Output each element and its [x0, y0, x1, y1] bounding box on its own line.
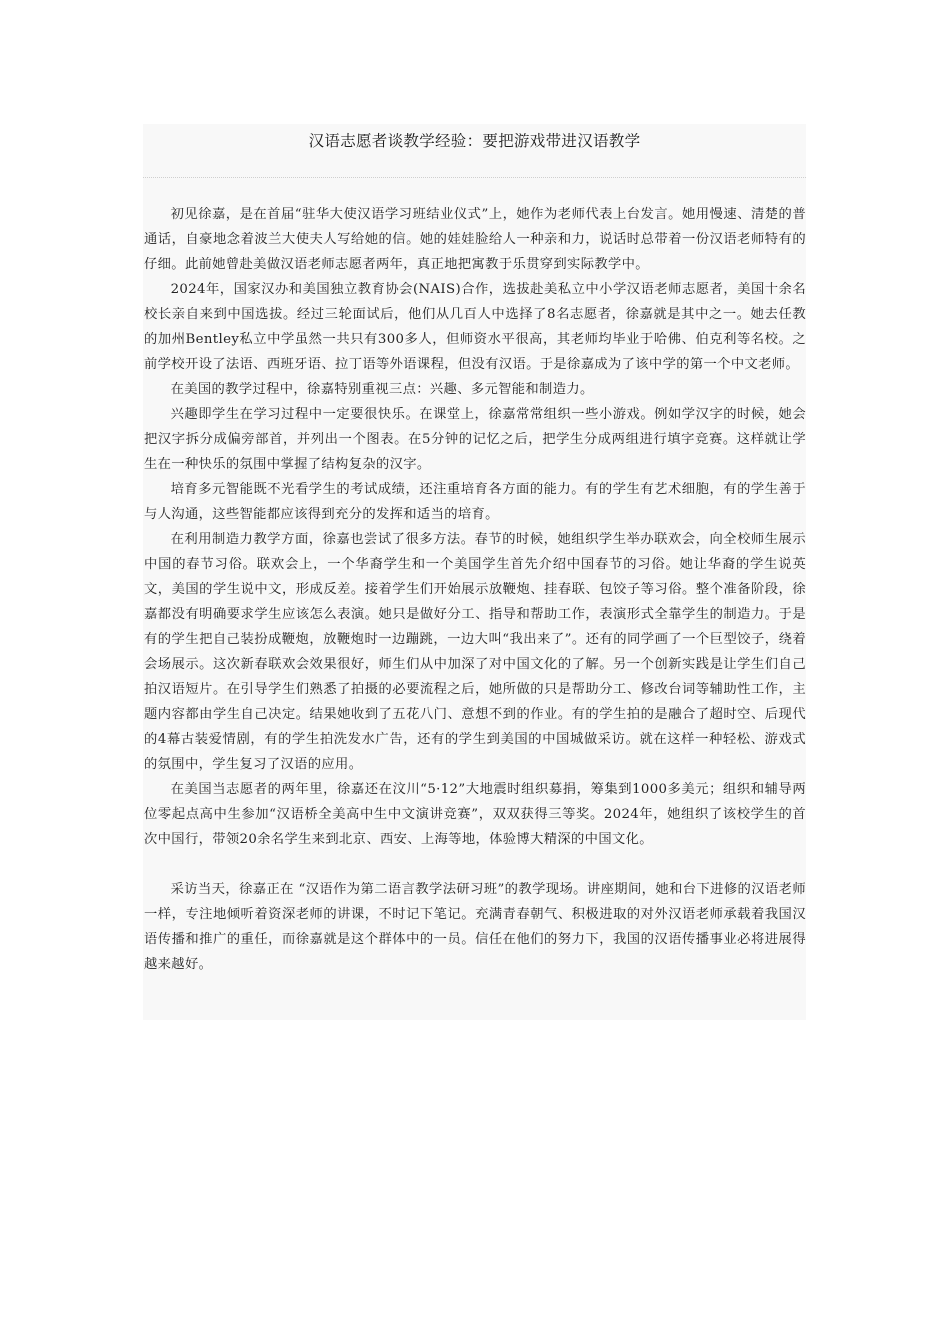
paragraph: 在利用制造力教学方面，徐嘉也尝试了很多方法。春节的时候，她组织学生举办联欢会，向全校师生展示中国的春节习俗。联欢会上，一个华裔学生和一个美国学生首先介绍中国春节的习俗。她让华裔的学生说英文，美国的学生说中文，形成反差。接着学生们开始展示放鞭炮、挂春联、包饺子等习俗。整个准备阶段，徐嘉都没有明确要求学生应该怎么表演。她只是做好分工、指导和帮助工作，表演形式全靠学生的制造力。于是有的学生把自己装扮成鞭炮，放鞭炮时一边蹦跳，一边大叫“我出来了”。还有的同学画了一个巨型饺子，绕着会场展示。这次新春联欢会效果很好，师生们从中加深了对中国文化的了解。另一个创新实践是让学生们自己拍汉语短片。在引导学生们熟悉了拍摄的必要流程之后，她所做的只是帮助分工、修改台词等辅助性工作，主题内容都由学生自己决定。结果她收到了五花八门、意想不到的作业。有的学生拍的是融合了超时空、后现代的4幕古装爱情剧，有的学生拍洗发水广告，还有的学生到美国的中国城做采访。就在这样一种轻松、游戏式的氛围中，学生复习了汉语的应用。	[144, 532, 806, 772]
paragraph: 2024年，国家汉办和美国独立教育协会(NAIS)合作，选拔赴美私立中小学汉语老师志愿者，美国十余名校长亲自来到中国选拔。经过三轮面试后，他们从几百人中选择了8名志愿者，徐嘉就是其中之一。她去任教的加州Bentley私立中学虽然一共只有300多人，但师资水平很高，其老师均毕业于哈佛、伯克利等名校。之前学校开设了法语、西班牙语、拉丁语等外语课程，但没有汉语。于是徐嘉成为了该中学的第一个中文老师。	[144, 282, 806, 372]
paragraph: 初见徐嘉，是在首届“驻华大使汉语学习班结业仪式”上，她作为老师代表上台发言。她用慢速、清楚的普通话，自豪地念着波兰大使夫人写给她的信。她的娃娃脸给人一种亲和力，说话时总带着一份汉语老师特有的仔细。此前她曾赴美做汉语老师志愿者两年，真正地把寓教于乐贯穿到实际教学中。	[144, 207, 806, 272]
paragraph: 在美国的教学过程中，徐嘉特别重视三点：兴趣、多元智能和制造力。	[170, 382, 594, 397]
paragraph: 采访当天，徐嘉正在 “汉语作为第二语言教学法研习班”的教学现场。讲座期间，她和台下进修的汉语老师一样，专注地倾听着资深老师的讲课，不时记下笔记。充满青春朝气、积极进取的对外汉语老师承载着我国汉语传播和推广的重任，而徐嘉就是这个群体中的一员。信任在他们的努力下，我国的汉语传播事业必将进展得越来越好。	[144, 882, 806, 972]
paragraph: 兴趣即学生在学习过程中一定要很快乐。在课堂上，徐嘉常常组织一些小游戏。例如学汉字的时候，她会把汉字拆分成偏旁部首，并列出一个图表。在5分钟的记忆之后，把学生分成两组进行填字竞赛。这样就让学生在一种快乐的氛围中掌握了结构复杂的汉字。	[144, 407, 806, 472]
article-panel	[143, 124, 806, 1020]
paragraph: 培育多元智能既不光看学生的考试成绩，还注重培育各方面的能力。有的学生有艺术细胞，有的学生善于与人沟通，这些智能都应该得到充分的发挥和适当的培育。	[144, 482, 806, 522]
article-title: 汉语志愿者谈教学经验：要把游戏带进汉语教学	[308, 132, 641, 150]
paragraph: 在美国当志愿者的两年里，徐嘉还在汶川“5·12”大地震时组织募捐，筹集到1000多美元；组织和辅导两位零起点高中生参加“汉语桥全美高中生中文演讲竞赛”，双双获得三等奖。2024年，她组织了该校学生的首次中国行，带领20余名学生来到北京、西安、上海等地，体验博大精深的中国文化。	[144, 782, 806, 847]
title-divider	[143, 177, 806, 178]
article-body	[143, 202, 806, 977]
